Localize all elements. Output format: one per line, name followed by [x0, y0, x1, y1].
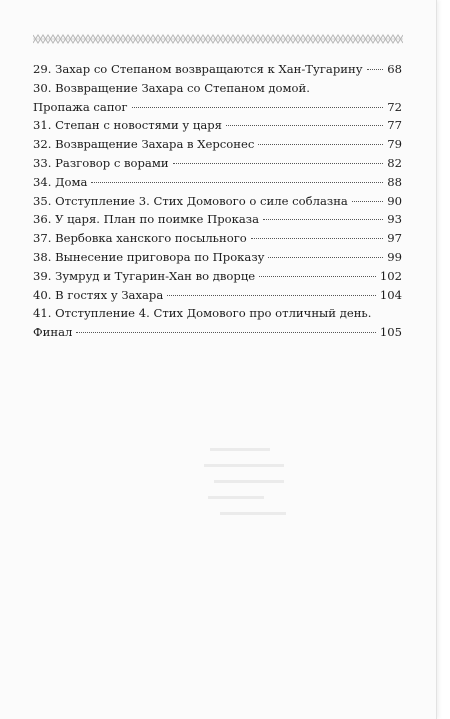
toc-entry-41-continued — [33, 323, 402, 342]
dot-leader — [352, 201, 383, 202]
dot-leader — [132, 107, 384, 108]
dot-leader — [268, 257, 383, 258]
show-through-texture — [200, 440, 310, 530]
dot-leader — [173, 163, 384, 164]
toc-entry-title: 41. Отступление 4. Стих Домового про отличный день. — [33, 306, 372, 321]
toc-entry-page: 72 — [387, 99, 402, 114]
toc-entry-30-continued — [33, 98, 402, 117]
toc-entry-40 — [33, 286, 402, 305]
toc-entry-title: Финал — [33, 325, 73, 340]
toc-entry-title: Пропажа сапог — [33, 99, 128, 114]
toc-entry-title: 31. Степан с новостями у царя — [33, 118, 222, 133]
dot-leader — [226, 125, 383, 126]
dot-leader — [367, 69, 384, 70]
toc-entry-title: 37. Вербовка ханского посыльного — [33, 231, 247, 246]
toc-entry-35 — [33, 192, 402, 211]
toc-entry-page: 88 — [387, 174, 402, 189]
toc-entry-title: 34. Дома — [33, 174, 88, 189]
toc-entry-page: 90 — [387, 193, 402, 208]
toc-entry-title: 36. У царя. План по поимке Проказа — [33, 212, 260, 227]
dot-leader — [259, 276, 376, 277]
toc-entry-page: 99 — [387, 249, 402, 264]
toc-entry-36 — [33, 210, 402, 229]
zigzag-border-ornament-icon — [33, 33, 403, 45]
toc-entry-29 — [33, 60, 402, 79]
toc-entry-title: 32. Возвращение Захара в Херсонес — [33, 137, 255, 152]
toc-entry-41 — [33, 304, 402, 323]
dot-leader — [167, 295, 376, 296]
toc-entry-page: 105 — [379, 325, 402, 340]
toc-entry-page: 97 — [387, 231, 402, 246]
toc-entry-title: 39. Зумруд и Тугарин-Хан во дворце — [33, 268, 256, 283]
dot-leader — [251, 238, 383, 239]
toc-entry-title: 35. Отступление 3. Стих Домового о силе соблазна — [33, 193, 348, 208]
toc-entry-title: 40. В гостях у Захара — [33, 287, 164, 302]
toc-entry-page: 102 — [379, 268, 402, 283]
toc-entry-title: 29. Захар со Степаном возвращаются к Хан-Тугарину — [33, 62, 363, 76]
toc-entry-page: 82 — [387, 155, 402, 170]
toc-entry-34 — [33, 173, 402, 192]
dot-leader — [91, 182, 383, 183]
table-of-contents — [33, 60, 402, 342]
toc-entry-page: 104 — [379, 287, 402, 302]
toc-entry-title: 30. Возвращение Захара со Степаном домой. — [33, 80, 310, 95]
toc-entry-page: 79 — [387, 137, 402, 152]
toc-entry-33 — [33, 154, 402, 173]
dot-leader — [76, 332, 376, 333]
toc-entry-31 — [33, 116, 402, 135]
toc-entry-page: 68 — [387, 62, 402, 76]
toc-entry-32 — [33, 135, 402, 154]
toc-entry-title: 38. Вынесение приговора по Проказу — [33, 249, 265, 264]
dot-leader — [263, 219, 383, 220]
toc-entry-30 — [33, 79, 402, 98]
toc-entry-37 — [33, 229, 402, 248]
toc-entry-39 — [33, 267, 402, 286]
dot-leader — [258, 144, 383, 145]
toc-entry-title: 33. Разговор с ворами — [33, 155, 169, 170]
toc-entry-page: 93 — [387, 212, 402, 227]
toc-entry-38 — [33, 248, 402, 267]
toc-entry-page: 77 — [387, 118, 402, 133]
